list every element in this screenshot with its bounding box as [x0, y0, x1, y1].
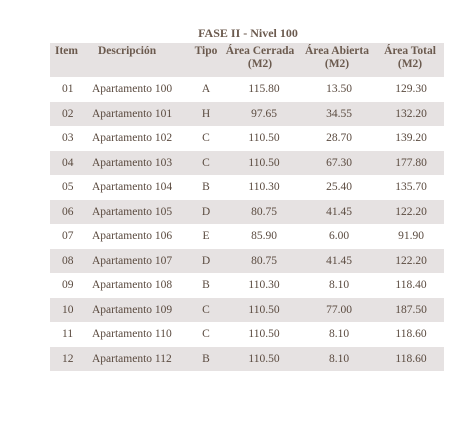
- cell-item: 05: [62, 181, 74, 194]
- cell-tipo: C: [202, 328, 210, 341]
- cell-area-abierta: 8.10: [328, 328, 350, 341]
- cell-descripcion: Apartamento 105: [90, 200, 190, 225]
- header-area-abierta: Área Abierta (M2): [298, 43, 376, 77]
- table-row: [50, 273, 444, 298]
- cell-area-cerrada: 85.90: [251, 230, 277, 243]
- table-row: [50, 102, 444, 127]
- cell-item: 02: [50, 102, 90, 127]
- table-row: [50, 200, 444, 225]
- cell-area-abierta: 41.45: [298, 249, 376, 274]
- cell-area-abierta: 28.70: [326, 132, 352, 145]
- header-area-total: Área Total (M2): [376, 43, 444, 77]
- cell-item: 07: [62, 230, 74, 243]
- table-row: [50, 175, 444, 200]
- cell-area-total: 91.90: [398, 230, 424, 243]
- cell-area-abierta: 67.30: [298, 151, 376, 176]
- cell-area-cerrada: 110.50: [222, 151, 298, 176]
- cell-area-abierta: 34.55: [298, 102, 376, 127]
- cell-tipo: D: [190, 200, 222, 225]
- cell-area-total: 129.30: [395, 83, 427, 96]
- cell-item: 03: [62, 132, 74, 145]
- table-row: [50, 126, 444, 151]
- cell-area-abierta: 77.00: [298, 298, 376, 323]
- cell-tipo: C: [202, 132, 210, 145]
- cell-area-cerrada: 110.30: [248, 181, 280, 194]
- cell-item: 09: [62, 279, 74, 292]
- cell-area-total: 135.70: [395, 181, 427, 194]
- header-tipo: Tipo: [190, 43, 222, 77]
- cell-item: 04: [50, 151, 90, 176]
- table-row: [50, 347, 444, 372]
- cell-area-cerrada: 80.75: [222, 249, 298, 274]
- cell-descripcion: Apartamento 106: [92, 230, 173, 243]
- table-row: [50, 77, 444, 102]
- areas-table: [50, 43, 444, 371]
- cell-tipo: C: [190, 151, 222, 176]
- cell-area-abierta: 8.10: [328, 279, 350, 292]
- table-row: [50, 322, 444, 347]
- cell-area-cerrada: 110.50: [222, 298, 298, 323]
- cell-tipo: B: [202, 279, 210, 292]
- table-row: [50, 224, 444, 249]
- cell-area-abierta: 13.50: [326, 83, 352, 96]
- cell-descripcion: Apartamento 102: [92, 132, 173, 145]
- cell-area-cerrada: 115.80: [248, 83, 280, 96]
- cell-area-total: 187.50: [376, 298, 444, 323]
- cell-tipo: C: [190, 298, 222, 323]
- cell-tipo: H: [190, 102, 222, 127]
- cell-area-abierta: 25.40: [326, 181, 352, 194]
- cell-area-total: 139.20: [395, 132, 427, 145]
- cell-area-cerrada: 110.50: [222, 347, 298, 372]
- cell-area-cerrada: 110.30: [248, 279, 280, 292]
- table-row: [50, 151, 444, 176]
- cell-area-total: 118.40: [395, 279, 427, 292]
- cell-tipo: A: [201, 83, 211, 96]
- header-item: Item: [50, 43, 90, 77]
- cell-area-abierta: 41.45: [298, 200, 376, 225]
- cell-area-cerrada: 80.75: [222, 200, 298, 225]
- cell-area-cerrada: 97.65: [222, 102, 298, 127]
- cell-item: 06: [50, 200, 90, 225]
- cell-item: 11: [62, 328, 74, 341]
- cell-descripcion: Apartamento 104: [92, 181, 173, 194]
- table-body: [50, 77, 444, 371]
- cell-tipo: D: [190, 249, 222, 274]
- cell-tipo: E: [202, 230, 210, 243]
- table-row: [50, 298, 444, 323]
- cell-area-total: 177.80: [376, 151, 444, 176]
- cell-item: 01: [62, 83, 74, 96]
- cell-item: 08: [50, 249, 90, 274]
- table-title: FASE II - Nivel 100: [198, 26, 298, 40]
- table-row: [50, 249, 444, 274]
- cell-area-total: 118.60: [376, 347, 444, 372]
- cell-area-abierta: 6.00: [328, 230, 350, 243]
- cell-tipo: B: [190, 347, 222, 372]
- cell-descripcion: Apartamento 110: [92, 328, 172, 341]
- cell-area-cerrada: 110.50: [248, 328, 280, 341]
- cell-descripcion: Apartamento 103: [90, 151, 190, 176]
- cell-item: 10: [50, 298, 90, 323]
- cell-descripcion: Apartamento 108: [92, 279, 173, 292]
- header-descripcion: Descripción: [90, 43, 190, 77]
- cell-tipo: B: [202, 181, 210, 194]
- cell-descripcion: Apartamento 107: [90, 249, 190, 274]
- cell-area-cerrada: 110.50: [248, 132, 280, 145]
- header-area-cerrada: Área Cerrada (M2): [222, 43, 298, 77]
- cell-descripcion: Apartamento 112: [90, 347, 190, 372]
- cell-area-abierta: 8.10: [298, 347, 376, 372]
- table-header-row: [50, 43, 444, 77]
- cell-descripcion: Apartamento 101: [90, 102, 190, 127]
- cell-area-total: 132.20: [376, 102, 444, 127]
- cell-area-total: 122.20: [376, 200, 444, 225]
- cell-descripcion: Apartamento 100: [92, 83, 173, 96]
- cell-item: 12: [50, 347, 90, 372]
- cell-area-total: 122.20: [376, 249, 444, 274]
- cell-area-total: 118.60: [395, 328, 427, 341]
- cell-descripcion: Apartamento 109: [90, 298, 190, 323]
